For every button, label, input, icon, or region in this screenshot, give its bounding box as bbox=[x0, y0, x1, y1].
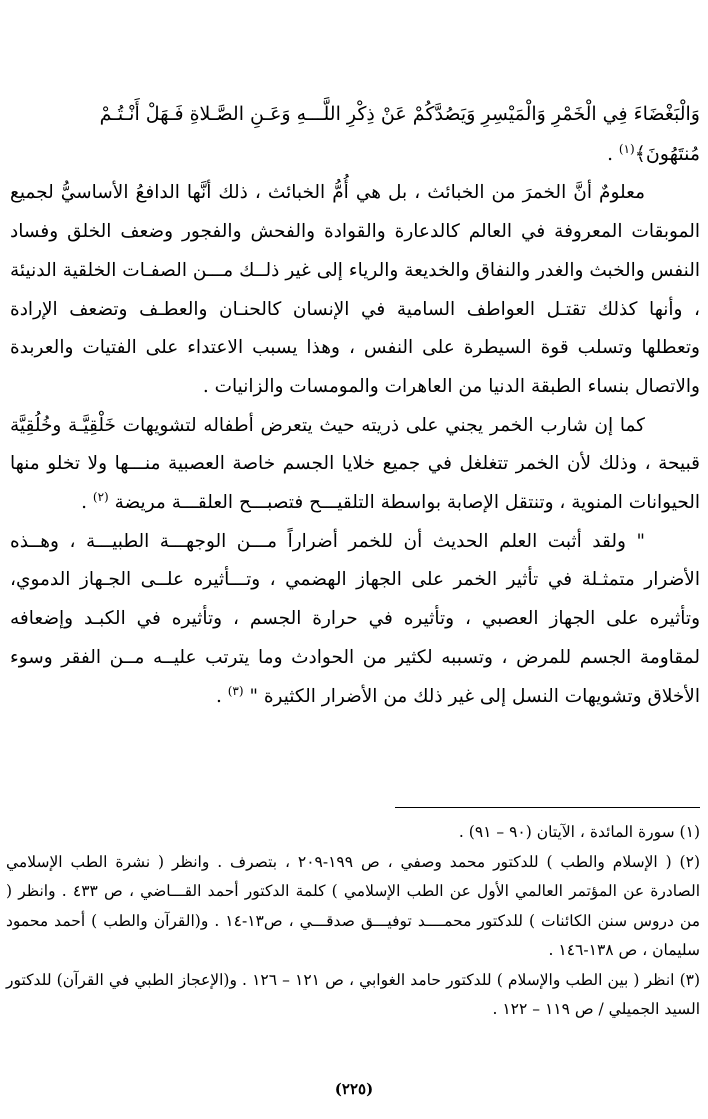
footnote-1: (١) سورة المائدة ، الآيتان (٩٠ – ٩١) . bbox=[458, 823, 700, 841]
verse-line-1: وَالْبَغْضَاءَ فِي الْخَمْرِ وَالْمَيْسِرِ وَيَصُدَّكُمْ عَنْ ذِكْرِ اللَّـــهِ وَعَـنِ الصَّـلاةِ فَـهَلْ أَنْـتُـمْ bbox=[99, 103, 700, 125]
verse-line-2: مُنتَهُونَ﴾ bbox=[634, 142, 700, 165]
paragraph-2 bbox=[10, 407, 700, 523]
paragraph-3-text: " ولقد أثبت العلم الحديث أن للخمر أضراراً مـــن الوجهـــة الطبيـــة ، وهــذه الأضرار متمثـلة في تأثير الخمر على الجهاز الهضمي ، وتـــأثيره علــى الجـهاز الدموي، وتأثيره على الجهاز العصبي ، وتأثيره في حرارة الجسم ، وتأثيره في الكبـد وإضعافه لمقاومة الجسم للمرض ، وتسببه لكثير من الحوادث وما يترتب عليــه مــن الفقر وسوء الأخلاق وتشويهات النسل إلى غير ذلك من الأضرار الكثيرة " bbox=[10, 530, 700, 707]
paragraph-2-text: كما إن شارب الخمر يجني على ذريته حيث يتعرض أطفاله لتشويهات خَلْقِيَّـة وخُلُقِيَّة قبيحة ، وذلك لأن الخمر تتغلغل في جميع خلايا الجسم خاصة العصبية منـــها ولا تخلو منها الحيوانات المنوية ، وتنتقل الإصابة بواسطة التلقيـــح فتصبـــح العلقـــة مريضة bbox=[10, 414, 700, 514]
footnotes bbox=[6, 818, 700, 1025]
verse-end: . bbox=[607, 143, 613, 165]
footnote-ref-1: (١) bbox=[618, 141, 635, 156]
paragraph-3 bbox=[10, 523, 700, 717]
paragraph-2-end: . bbox=[81, 492, 87, 514]
main-text bbox=[10, 95, 700, 716]
footnote-divider bbox=[395, 807, 700, 808]
paragraph-1: معلومٌ أنَّ الخمرَ من الخبائث ، بل هي أُمُّ الخبائث ، ذلك أنَّها الدافعُ الأساسيُّ لجميع الموبقات المعروفة في العالم كالدعارة والقوادة والفحش والفجور وضعف الخلق وفساد النفس والخبث والغدر والنفاق والخديعة والرياء إلى غير ذلــك مـــن الصفـات الخلقية الدنيئة ، وأنها كذلك تقتـل العواطف السامية في الإنسان كالحنـان والعطـف وتضعف الإرادة وتعطلها وتسلب قوة السيطرة على النفس ، وهذا يسبب الاعتداء على الفتيات والعربدة والاتصال بنساء الطبقة الدنيا من العاهرات والمومسات والزانيات . bbox=[10, 182, 700, 397]
quran-verse bbox=[10, 95, 700, 174]
footnote-3: (٣) انظر ( بين الطب والإسلام ) للدكتور حامد الغوابي ، ص ١٢١ – ١٢٦ . و(الإعجاز الطبي في القرآن) للدكتور السيد الجميلي / ص ١١٩ – ١٢٢ . bbox=[6, 970, 701, 1018]
page-number: (٢٢٥) bbox=[334, 1080, 374, 1098]
footnote-ref-2: (٢) bbox=[92, 489, 109, 504]
footnote-ref-3: (٣) bbox=[227, 683, 244, 698]
footnote-2: (٢) ( الإسلام والطب ) للدكتور محمد وصفي ، ص ١٩٩-٢٠٩ ، بتصرف . وانظر ( نشرة الطب الإسلامي الصادرة عن المؤتمر العالمي الأول عن الطب الإسلامي ) كلمة الدكتور أحمد القـــاضي ، ص ٤٣٣ . وانظر ( من دروس سنن الكائنات ) للدكتور محمــــد توفيـــق صدقـــي ، ص١٣-١٤ . و(القرآن والطب ) أحمد محمود سليمان ، ص ١٣٨-١٤٦ . bbox=[6, 852, 700, 959]
paragraph-3-end: . bbox=[215, 685, 222, 707]
